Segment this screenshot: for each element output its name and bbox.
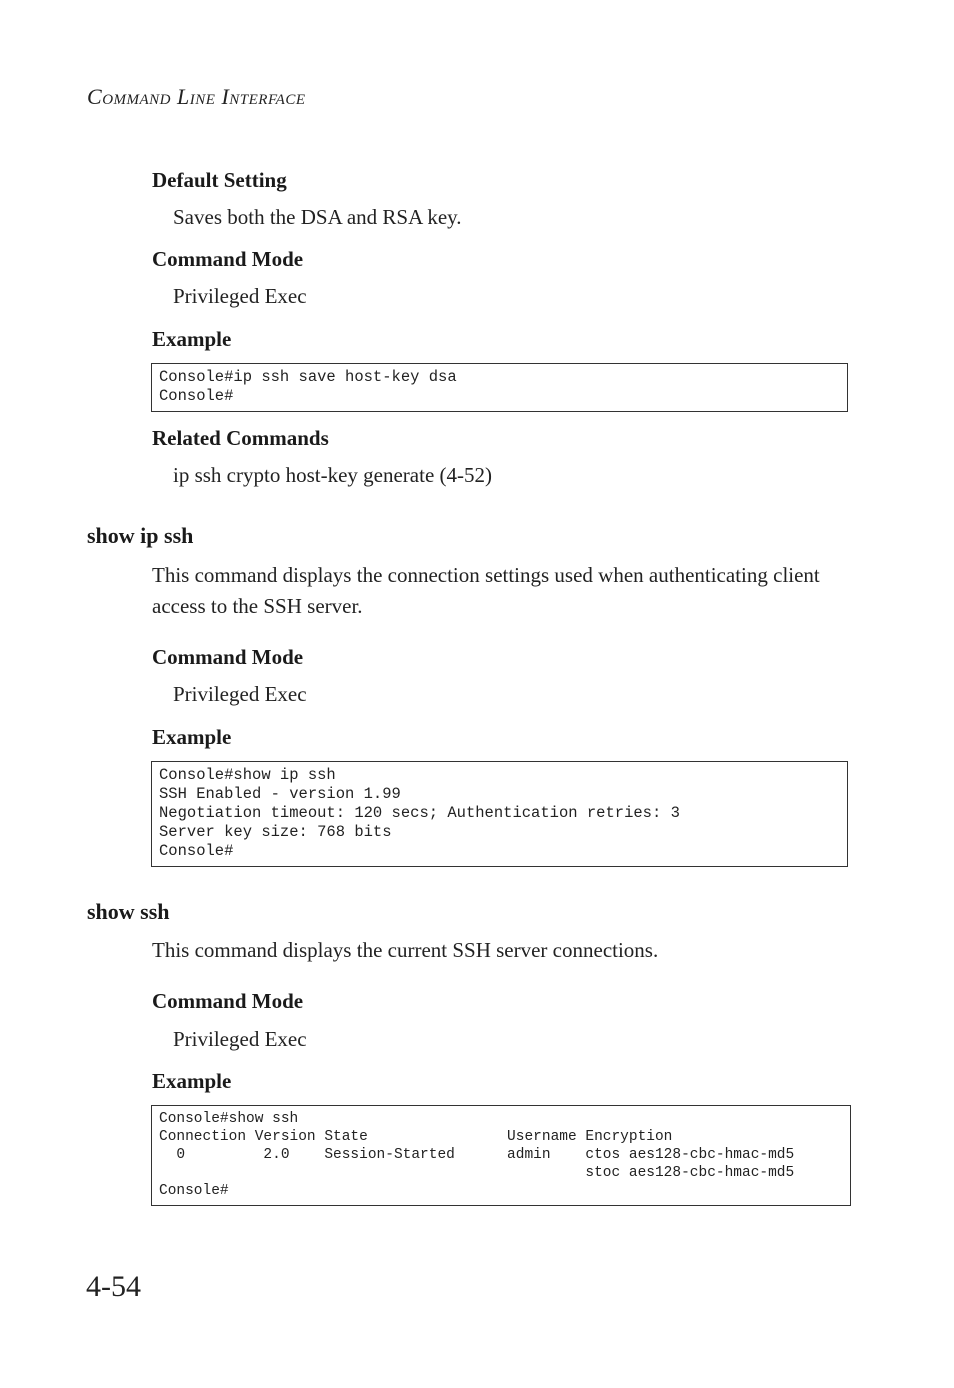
related-commands-heading: Related Commands [152, 426, 329, 450]
example-code-block: Console#show ip ssh SSH Enabled - version 1.99 Negotiation timeout: 120 secs; Authentication retries: 3 Server key size: 768 bits Console# [151, 761, 848, 867]
command-mode-text: Privileged Exec [173, 284, 307, 308]
default-setting-text: Saves both the DSA and RSA key. [173, 205, 462, 229]
example-heading: Example [152, 327, 232, 351]
command-mode-heading: Command Mode [152, 247, 304, 271]
related-command-link[interactable]: ip ssh crypto host-key generate (4-52) [173, 463, 492, 487]
command-mode-heading: Command Mode [152, 989, 304, 1013]
section-title-show-ssh: show ssh [87, 899, 170, 924]
section-title-show-ip-ssh: show ip ssh [87, 523, 194, 548]
example-heading: Example [152, 725, 232, 749]
page-number: 4-54 [86, 1270, 141, 1303]
running-head: COMMAND LINE INTERFACE [87, 84, 306, 109]
command-mode-text: Privileged Exec [173, 682, 307, 706]
command-mode-text: Privileged Exec [173, 1027, 307, 1051]
example-code-block: Console#ip ssh save host-key dsa Console# [151, 363, 848, 412]
example-code-block: Console#show ssh Connection Version State Username Encryption 0 2.0 Session-Started admin ctos aes128-cbc-hmac-md5 stoc aes128-cbc-hmac-md5 Console# [151, 1105, 851, 1206]
show-ip-ssh-description: This command displays the connection settings used when authenticating client access to the SSH server. [152, 563, 820, 618]
default-setting-heading: Default Setting [152, 168, 287, 192]
command-mode-heading: Command Mode [152, 645, 304, 669]
example-heading: Example [152, 1069, 232, 1093]
show-ssh-description: This command displays the current SSH server connections. [152, 938, 659, 962]
